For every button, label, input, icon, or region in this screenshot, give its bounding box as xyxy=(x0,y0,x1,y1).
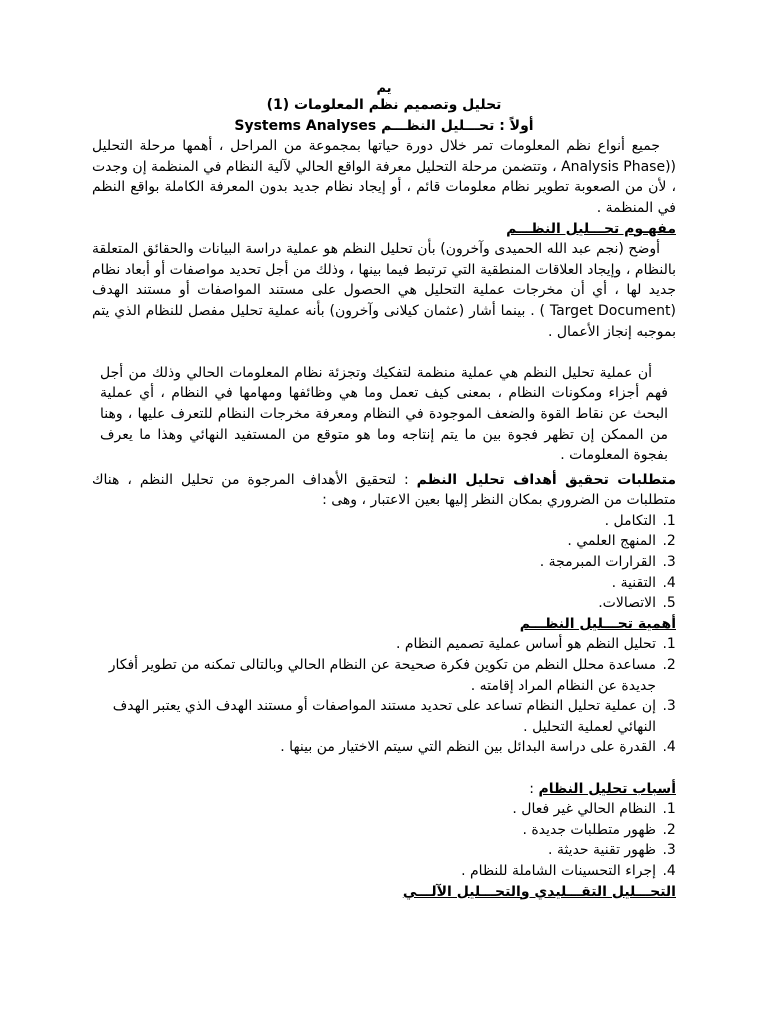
concept-paragraph-1: أوضح (نجم عبد الله الحميدى وآخرون) بأن تحليل النظم هو عملية دراسة البيانات والحقائق المتعلقة بالنظام ، وإيجاد العلاقات المنطقية التي ترتبط فيما بينها ، وذلك من أجل تحديد مواصفات أو أبعاد نظام جديد لها ، أي أن مخرجات عملية التحليل هي الحصول على مستند المواصفات أو مستند الهدف (Target Document ) . بينما أشار (عثمان كيلانى وآخرون) بأنه عملية تحليل مفصل للنظام الذي يتم بموجبه إنجاز الأعمال . xyxy=(92,241,676,340)
list-item: 1. النظام الحالي غير فعال . xyxy=(92,799,658,820)
requirements-list xyxy=(92,511,676,614)
section-title xyxy=(92,116,676,137)
intro-paragraph: جميع أنواع نظم المعلومات تمر خلال دورة حياتها بمجموعة من المراحل ، أهمها مرحلة التحليل ((Analysis Phase ، وتتضمن مرحلة التحليل معرفة الواقع الحالي لآلية النظام في المنظمة إن وجدت ، لأن من الصعوبة تطوير نظام معلومات قائم ، أو إيجاد نظام جديد بدون المعرفة الكاملة بواقع النظم في المنظمة . xyxy=(92,138,677,216)
importance-heading: أهمية تحـــليل النظـــم xyxy=(519,615,676,632)
reasons-heading: أسباب تحليل النظام xyxy=(538,780,676,797)
list-item: 5. الاتصالات. xyxy=(92,593,658,614)
list-item: 1. تحليل النظم هو أساس عملية تصميم النظام . xyxy=(92,634,658,655)
reasons-heading-line xyxy=(92,779,676,800)
concept-heading: مفهـوم تحـــليل النظـــم xyxy=(506,220,676,237)
spacer xyxy=(92,758,676,779)
concept-paragraph-2: أن عملية تحليل النظم هي عملية منظمة لتفكيك وتجزئة نظام المعلومات الحالي وذلك من أجل فهم أجزاء ومكونات النظام ، بمعنى كيف تعمل وما هي وظائفها ومهامها في النظام ، أي عملية البحث عن نقاط القوة والضعف الموجودة في النظام ومعرفة مخرجات النظام للتعرف عليها ، وهنا من الممكن إن تظهر فجوة بين ما يتم إنتاجه وما هو متوقع من المستفيد النهائي وهذا ما يعرف بفجوة المعلومات . xyxy=(100,364,668,464)
section-title-arabic: أولاً : تحـــليل النظـــم xyxy=(381,117,534,134)
list-item: 3. القرارات المبرمجة . xyxy=(92,552,658,573)
spacer xyxy=(92,342,676,363)
list-item: 1. التكامل . xyxy=(92,511,658,532)
reasons-colon: : xyxy=(529,780,539,797)
footer-heading: التحـــليل التقـــليدي والتحـــليل الآلـــي xyxy=(402,883,676,900)
requirements-heading: متطلبات تحقيق أهداف تحليل النظم xyxy=(416,471,676,488)
document-title: تحليل وتصميم نظم المعلومات (1) xyxy=(266,97,502,113)
list-item: 4. إجراء التحسينات الشاملة للنظام . xyxy=(92,861,658,882)
list-item: 3. إن عملية تحليل النظام تساعد على تحديد مستند المواصفات أو مستند الهدف الذي يعتبر الهدف النهائي لعملية التحليل . xyxy=(92,696,658,737)
section-title-english: Systems Analyses xyxy=(234,117,377,134)
reasons-list xyxy=(92,799,676,881)
list-item: 3. ظهور تقنية حديثة . xyxy=(92,840,658,861)
importance-list xyxy=(92,634,676,758)
header-fragment: يم xyxy=(376,82,392,95)
requirements-paragraph xyxy=(92,470,676,511)
list-item: 4. القدرة على دراسة البدائل بين النظم التي سيتم الاختيار من بينها . xyxy=(92,737,658,758)
requirements-text: : لتحقيق الأهداف المرجوة من تحليل النظم ، هناك متطلبات من الضروري بمكان النظر إليها بعين الاعتبار ، وهى : xyxy=(92,471,676,509)
list-item: 4. التقنية . xyxy=(92,573,658,594)
list-item: 2. مساعدة محلل النظم من تكوين فكرة صحيحة عن النظام الحالي وبالتالى تمكنه من تطوير أفكار جديدة عن النظام المراد إقامته . xyxy=(92,655,658,696)
list-item: 2. ظهور متطلبات جديدة . xyxy=(92,820,658,841)
list-item: 2. المنهج العلمي . xyxy=(92,531,658,552)
